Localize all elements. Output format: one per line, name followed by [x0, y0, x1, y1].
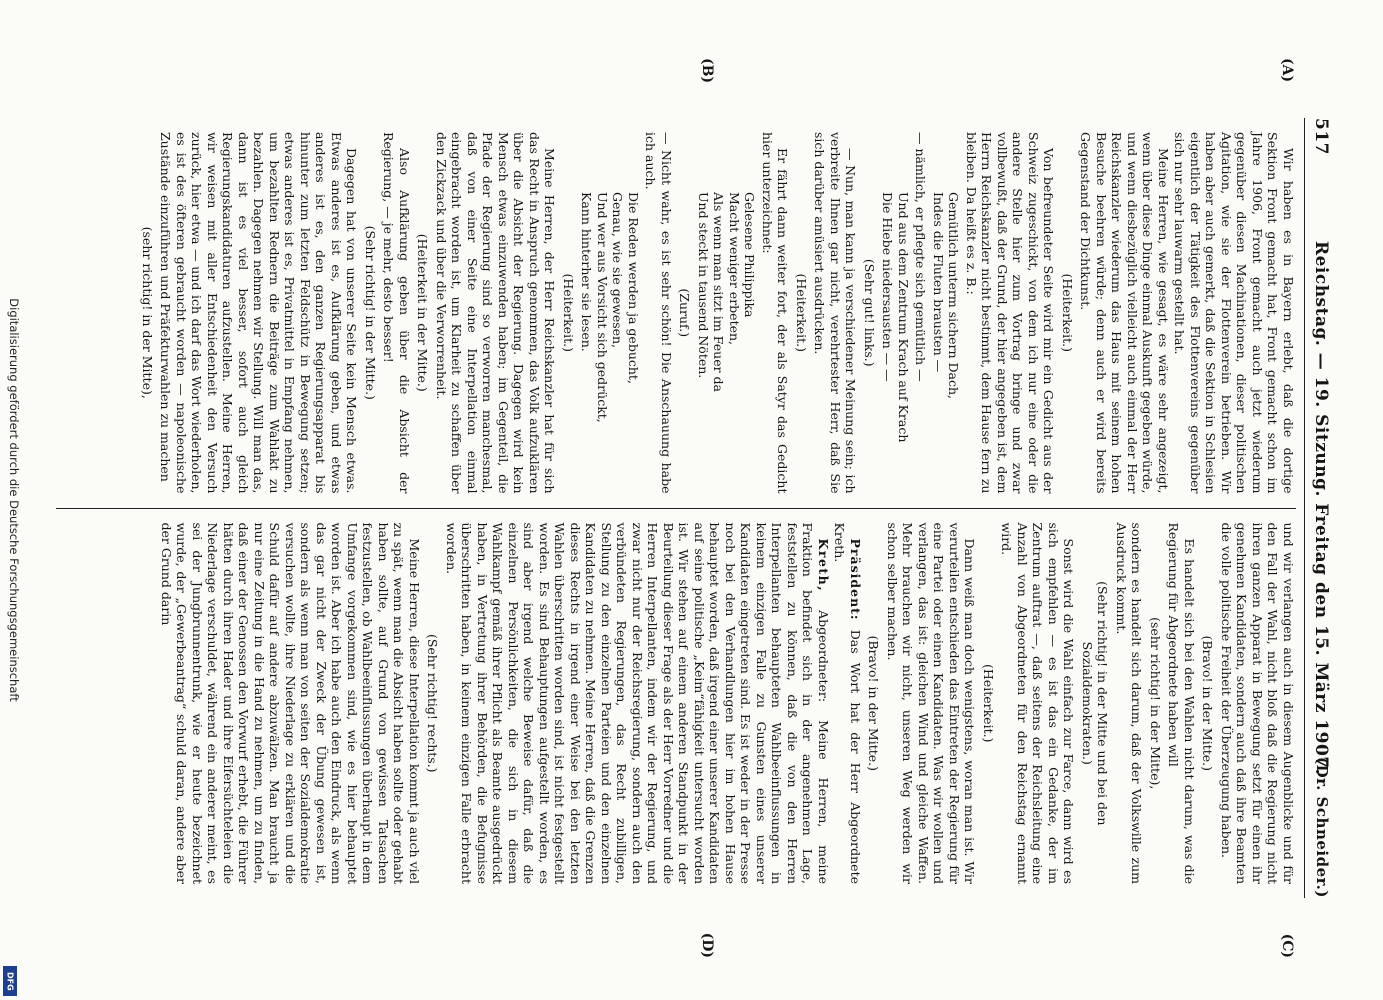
right-column	[56, 509, 1296, 899]
paragraph: Er fährt dann weiter fort, der als Satyr das Gedicht hier unterzeichnet:	[760, 132, 791, 494]
president-label: Präsident:	[848, 538, 863, 621]
left-column	[56, 118, 1296, 508]
interjection: (sehr richtig! in der Mitte),	[140, 226, 155, 399]
verse-block	[579, 132, 641, 494]
verse-line: Als wenn man sitzt im Feuer da	[711, 192, 727, 392]
paragraph: sondern es handelt sich darum, daß der Volkswille zum Ausdruck kommt.	[1114, 522, 1145, 884]
speaker-name: Kreth,	[816, 538, 831, 593]
paragraph: Meine Herren, meine Fraktion befindet sich in der angenehmen Lage, feststellen zu können, daß die von den Herren Interpellanten behaupteten Wahlbeeinflussungen in keinem einzigen Falle zu Gunsten eines unserer Kandidaten eingetreten sind. Es ist weder in der Presse noch bei den Verhandlungen hier im hohen Hause behauptet worden, daß irgend einer unserer Kandidaten auf seine politische „Keim“fähigkeit untersucht worden ist. Wir stehen auf einem anderen Standpunkt in der Beurteilung dieser Frage als der Herr Vorredner und die Herren Interpellanten, indem wir der Regierung, und zwar nicht nur der Reichsregierung, sondern auch den verbündeten Regierungen, das Recht zubilligen, Stellung zu den einzelnen Parteien und den einzelnen Kandidaten zu nehmen. Meine Herren, daß die Grenzen dieses Rechts in irgend einer Weise bei den letzten Wahlen überschritten worden sind, ist nicht festgestellt worden. Es sind Behauptungen aufgestellt worden, es sind aber irgend welche Beweise dafür, daß die einzelnen Persönlichkeiten, die sich in diesem Wahlkampf gemäß ihrer Pflicht als Beamte ausgedrückt haben, in Vertretung ihrer Behörden, die Befugnisse überschritten haben, in keinem einzigen Falle erbracht worden.	[444, 522, 831, 884]
verse-line: Die Hiebe niedersausten — —	[880, 192, 896, 382]
paragraph: Meine Herren, wie gesagt, es wäre sehr angezeigt, wenn über diese Dinge einmal Auskunft gegeben würde, und wenn diesbezüglich vielleicht auch einmal der Herr Reichskanzler wiederum das Haus mit seinem hohen Besuche beehren würde; denn auch er wird bereits Gegenstand der Dichtkunst.	[1078, 132, 1171, 494]
verse-line: Kann hinterher sie lesen.	[579, 192, 595, 352]
interjection: (sehr richtig! in der Mitte),	[1148, 617, 1163, 790]
verse-line: Die Reden werden ja gebucht,	[626, 192, 641, 384]
interjection: (Sehr richtig! in der Mitte.)	[363, 225, 378, 400]
digitization-credit: Digitalisierung gefördert durch die Deutsche Forschungsgemeinschaft	[7, 298, 21, 702]
dash-line: — nämlich, er pflegte sich gemütlich —	[913, 132, 929, 382]
page-header	[1304, 118, 1335, 898]
dash-line: — Nicht wahr, es ist sehr schön! Die Anschauung habe ich auch.	[643, 132, 674, 494]
speaker-header: (Dr. Schneider.)	[1313, 757, 1331, 898]
margin-marker-c: (C)	[1279, 933, 1295, 958]
interjection: (Sehr richtig! rechts.)	[425, 633, 441, 773]
paragraph: — Nun, man kann ja verschiedener Meinung sein; ich verbreite Ihnen gar nicht, verehrtester Herr, daß Sie sich darüber amüsiert ausdrücken.	[812, 132, 859, 494]
verse-block	[931, 132, 962, 494]
paragraph: und wir verlangen auch in diesem Augenblicke und für den Fall der Wahl, nicht bloß daß die Regierung nicht ihren ganzen Apparat in Bewegung setzt für einen ihr genehmen Kandidaten, sondern auch daß ihre Beamten die volle politische Freiheit der Überzeugung haben.	[1219, 522, 1296, 884]
verse-block	[880, 132, 911, 494]
verse-line: Indes die Fluten brausten —	[931, 192, 946, 373]
paragraph: Es handelt sich bei den Wahlen nicht darum, was die Regierung für Abgeordnete haben will	[1166, 522, 1197, 884]
page-number: 517	[1311, 118, 1331, 155]
verse-line: Genau, wie sie gewesen,	[610, 192, 626, 349]
dfg-logo: DFG	[3, 966, 17, 996]
paragraph: Sonst wird die Wahl einfach zur Farce, dann wird es sich empfehlen — es ist das ein Gedanke, der im Zentrum auftrat —, daß seitens der Reichsleitung eine Anzahl von Abgeordneten für den Reichstag ernannt wird.	[999, 522, 1077, 884]
interjection: (Sehr richtig! in der Mitte und bei den Sozialdemokraten.)	[1080, 581, 1111, 826]
interjection: (Heiterkeit.)	[794, 273, 809, 352]
paragraph: Dagegen hat von unserer Seite kein Mensch etwas. Etwas anderes ist es, Aufklärung geben, und etwas anderes ist es, den ganzen Regierungsapparat bis hinunter zum letzten Feldschütz in Bewegung setzen; etwas anderes ist es, Privatmittel in Empfang nehmen, um bezahlten Rednern die Beiträge zum Wahlakt zu bezahlen. Dagegen nehmen wir Stellung. Will man das, dann ist es viel besser, sofort auch gleich Regierungskandidaturen aufzustellen. Meine Herren, wir weisen mit aller Entschiedenheit den Versuch zurück, hier etwa — und ich darf das Wort wiederholen, es ist des öfteren gebraucht worden — napoleonische Zustände einzuführen und Präfekturwahlen zu machen	[158, 132, 360, 494]
speaker-intro	[444, 523, 832, 885]
interjection: (Heiterkeit.)	[981, 664, 996, 743]
page-title: Reichstag. — 19. Sitzung. Freitag den 15. März 1907.	[1311, 240, 1331, 776]
interjection: (Heiterkeit in der Mitte.)	[415, 233, 431, 392]
verse-line: Gemütlich unterm sichern Dach,	[946, 192, 962, 400]
margin-marker-b: (B)	[699, 58, 715, 84]
interjection: (Bravo! in der Mitte.)	[1200, 635, 1216, 772]
margin-marker-a: (A)	[1279, 58, 1295, 83]
speaker-role: Abgeordneter:	[816, 610, 831, 703]
president-text: Das Wort hat der Herr Abgeordnete Kreth.	[832, 522, 863, 884]
interjection: (Heiterkeit.)	[1060, 273, 1075, 352]
printed-page	[45, 58, 1335, 958]
margin-marker-d: (D)	[699, 932, 715, 958]
verse-line: Gelesene Philippika	[742, 192, 758, 318]
paragraph: Also Aufklärung geben über die Absicht der Regierung, — je mehr, desto besser!	[381, 132, 412, 494]
paragraph: Meine Herren, diese Interpellation kommt ja auch viel zu spät, wenn man die Absicht haben sollte oder gehabt haben sollte, auf Grund von gewissen Tatsachen festzustellen, ob Wahlbeeinflussungen überhaupt in dem Umfange vorgekommen sind, wie es hier behauptet worden ist. Aber ich habe auch den Eindruck, als wenn das gar nicht der Zweck der Übung gewesen ist, sondern als wenn man von seiten der Sozialdemokratie versuchen wollte, ihre Niederlage zu erklären und die Schuld dafür auf andere abzuwälzen. Man braucht ja nur eine Zeitung in die Hand zu nehmen, um zu finden, daß einer der Genossen den Vorwurf erhebt, die Führer hätten durch ihren Hader und ihre Eifersüchteleien die Niederlage verschuldet, während ein anderer meint, es sei der Jungbrunnentrunk, wie er heute bezeichnet wurde, der „Gewerbeantrag“ schuld daran, andere aber der Grund darin	[159, 522, 422, 884]
paragraph: Meine Herren, der Herr Reichskanzler hat für sich das Recht in Anspruch genommen, das Volk aufzuklären über die Absicht der Regierung. Dagegen wird kein Mensch etwas einzuwenden haben; im Gegenteil, die Pfade der Regierung sind so verworren manchesmal, daß von einer Seite eine Interpellation einmal eingebracht worden ist, um Klarheit zu schaffen über den Zickzack und über die Verworrenheit.	[434, 132, 558, 494]
president-statement	[832, 523, 863, 885]
interjection: (Heiterkeit.)	[561, 273, 576, 352]
interjection: (Bravo! in der Mitte.)	[866, 635, 882, 772]
paragraph: Dann weiß man doch wenigstens, woran man ist. Wir verurteilen entschieden das Eintreten der Regierung für eine Partei oder einen Kandidaten. Was wir wollen und verlangen, das ist: gleichen Wind und gleiche Waffen. Mehr brauchen wir nicht, unseren Weg werden wir schon selber machen.	[885, 522, 978, 884]
interjection: (Zuruf.)	[677, 288, 693, 338]
paragraph: Wir haben es in Bayern erlebt, daß die dortige Sektion Front gemacht hat, Front gemacht schon im Jahre 1906, Front gemacht auch jetzt wiederum gegenüber diesen Machinationen, dieser politischen Agitation, wie sie der Flottenverein betrieben. Wir haben aber auch gemerkt, daß die Sektion in Schlesien eigentlich der Tätigkeit des Flottenvereins gegenüber sich nur sehr lauwarm gestellt hat.	[1172, 132, 1296, 494]
interjection: (Sehr gut! links.)	[862, 258, 877, 367]
verse-line: Macht weniger erbeten,	[727, 192, 742, 346]
paragraph: Von befreundeter Seite wird mir ein Gedicht aus der Schweiz zugeschickt, von dem ich nur eine oder die andere Stelle hier zum Vortrag bringe und zwar vollbewußt, daß der Grund, der hier angegeben ist, dem Herrn Reichskanzler nicht bestimmt, dem Hause fern zu bleiben. Da heißt es z. B.:	[964, 132, 1057, 494]
verse-line: Und aus dem Zentrum Krach auf Krach	[896, 192, 911, 443]
text-columns	[56, 118, 1296, 898]
verse-block	[696, 132, 758, 494]
verse-line: Und wer aus Vorsicht sich gedrückt,	[595, 192, 610, 423]
verse-line: Und steckt in tausend Nöten.	[696, 192, 711, 379]
